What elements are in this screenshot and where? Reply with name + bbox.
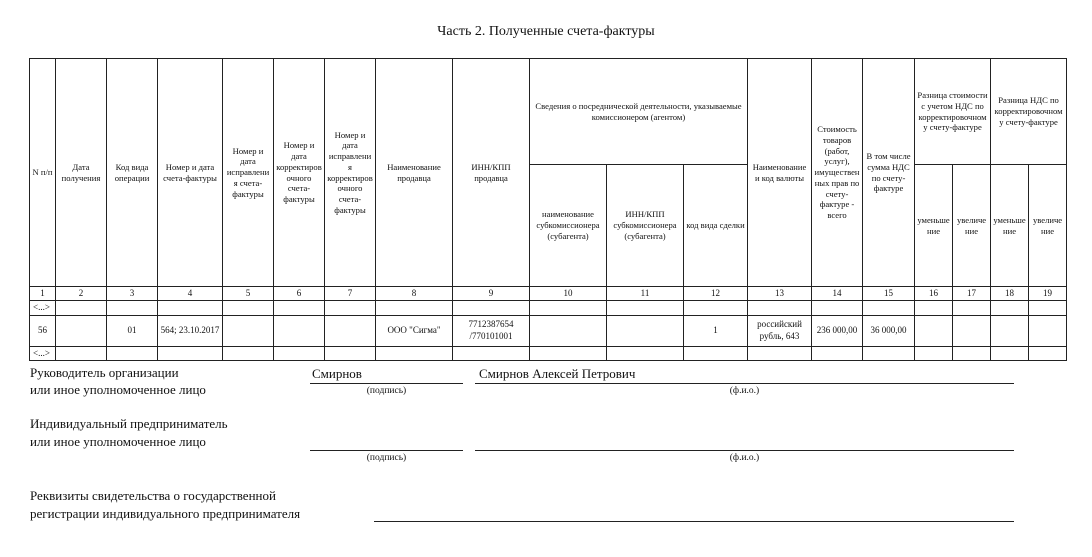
cell-total-cost: 236 000,00 — [812, 315, 863, 346]
header-group-agent: Сведения о посреднической деятельности, указываемые комиссионером (агентом) — [530, 59, 748, 165]
header-cell: N п/п — [30, 59, 56, 287]
header-cell: ИНН/КПП продавца — [453, 59, 530, 287]
head-signature-caption: (подпись) — [366, 386, 407, 396]
header-cell: Наименование и код валюты — [748, 59, 812, 287]
column-number: 12 — [684, 287, 748, 301]
column-number: 17 — [953, 287, 991, 301]
header-cell: код вида сделки — [684, 165, 748, 287]
header-group-vat-diff: Разница НДС по корректировочному счету-фактуре — [991, 59, 1067, 165]
header-cell: ИНН/КПП субкомиссионера (субагента) — [607, 165, 684, 287]
invoice-ledger-table — [29, 58, 1067, 361]
cell-correction — [223, 315, 274, 346]
header-cell: Номер и дата исправления корректировочного счета-фактуры — [325, 59, 376, 287]
column-number: 16 — [915, 287, 953, 301]
ip-label-line-1: Индивидуальный предприниматель — [30, 416, 228, 431]
header-cell: Стоимость товаров (работ, услуг), имущественных прав по счету-фактуре - всего — [812, 59, 863, 287]
column-number: 9 — [453, 287, 530, 301]
header-cell: наименование субкомиссионера (субагента) — [530, 165, 607, 287]
header-cell: Номер и дата корректировочного счета-фактуры — [274, 59, 325, 287]
header-group-cost-diff: Разница стоимости с учетом НДС по корректировочному счету-фактуре — [915, 59, 991, 165]
column-number: 3 — [107, 287, 158, 301]
header-cell: Наименование продавца — [376, 59, 453, 287]
cell-cost-increase — [953, 315, 991, 346]
cell-subagent-name — [530, 315, 607, 346]
cell-op-code: 01 — [107, 315, 158, 346]
column-number: 6 — [274, 287, 325, 301]
header-cell: увеличение — [953, 165, 991, 287]
registration-line — [374, 521, 1014, 522]
column-number: 4 — [158, 287, 223, 301]
column-number: 10 — [530, 287, 607, 301]
cell-deal-code: 1 — [684, 315, 748, 346]
cell-vat-increase — [1029, 315, 1067, 346]
header-cell: уменьшение — [991, 165, 1029, 287]
ellipsis-row — [30, 346, 1067, 360]
cell-currency: российский рубль, 643 — [748, 315, 812, 346]
cell-corrective-correction — [325, 315, 376, 346]
head-name-line — [475, 383, 1014, 384]
cell-vat-decrease — [991, 315, 1029, 346]
column-number: 8 — [376, 287, 453, 301]
head-name-value: Смирнов Алексей Петрович — [479, 366, 636, 381]
column-number: 7 — [325, 287, 376, 301]
header-cell: Дата получения — [56, 59, 107, 287]
head-signature-value: Смирнов — [312, 366, 362, 381]
head-label-line-2: или иное уполномоченное лицо — [30, 382, 206, 397]
ip-label-line-2: или иное уполномоченное лицо — [30, 434, 206, 449]
page-title: Часть 2. Полученные счета-фактуры — [437, 24, 655, 39]
registration-label-line-1: Реквизиты свидетельства о государственной — [30, 488, 276, 503]
cell-corrective — [274, 315, 325, 346]
ellipsis-marker: <...> — [30, 346, 56, 360]
head-signature-line — [310, 383, 463, 384]
column-number: 13 — [748, 287, 812, 301]
header-cell: Код вида операции — [107, 59, 158, 287]
ellipsis-row — [30, 301, 1067, 315]
ip-name-line — [475, 450, 1014, 451]
column-number: 1 — [30, 287, 56, 301]
ip-signature-line — [310, 450, 463, 451]
column-number: 11 — [607, 287, 684, 301]
column-number: 2 — [56, 287, 107, 301]
table-row — [30, 315, 1067, 346]
registration-label-line-2: регистрации индивидуального предпринимателя — [30, 506, 301, 521]
cell-date-received — [56, 315, 107, 346]
cell-invoice-no-date: 564; 23.10.2017 — [158, 315, 223, 346]
header-cell: увеличение — [1029, 165, 1067, 287]
header-row-top — [30, 59, 1067, 165]
header-cell: уменьшение — [915, 165, 953, 287]
header-cell: Номер и дата исправления счета-фактуры — [223, 59, 274, 287]
ip-fio-caption: (ф.и.о.) — [729, 453, 760, 463]
header-cell: Номер и дата счета-фактуры — [158, 59, 223, 287]
cell-vat-amount: 36 000,00 — [863, 315, 915, 346]
cell-number: 56 — [30, 315, 56, 346]
cell-seller-inn-kpp: 7712387654 /770101001 — [453, 315, 530, 346]
ellipsis-marker: <...> — [30, 301, 56, 315]
header-cell: В том числе сумма НДС по счету-фактуре — [863, 59, 915, 287]
column-number: 14 — [812, 287, 863, 301]
column-number: 19 — [1029, 287, 1067, 301]
head-label-line-1: Руководитель организации — [30, 365, 179, 380]
ip-signature-caption: (подпись) — [366, 453, 407, 463]
head-fio-caption: (ф.и.о.) — [729, 386, 760, 396]
cell-cost-decrease — [915, 315, 953, 346]
column-number: 5 — [223, 287, 274, 301]
cell-seller-name: ООО "Сигма" — [376, 315, 453, 346]
column-number-row — [30, 287, 1067, 301]
column-number: 18 — [991, 287, 1029, 301]
cell-subagent-inn — [607, 315, 684, 346]
column-number: 15 — [863, 287, 915, 301]
